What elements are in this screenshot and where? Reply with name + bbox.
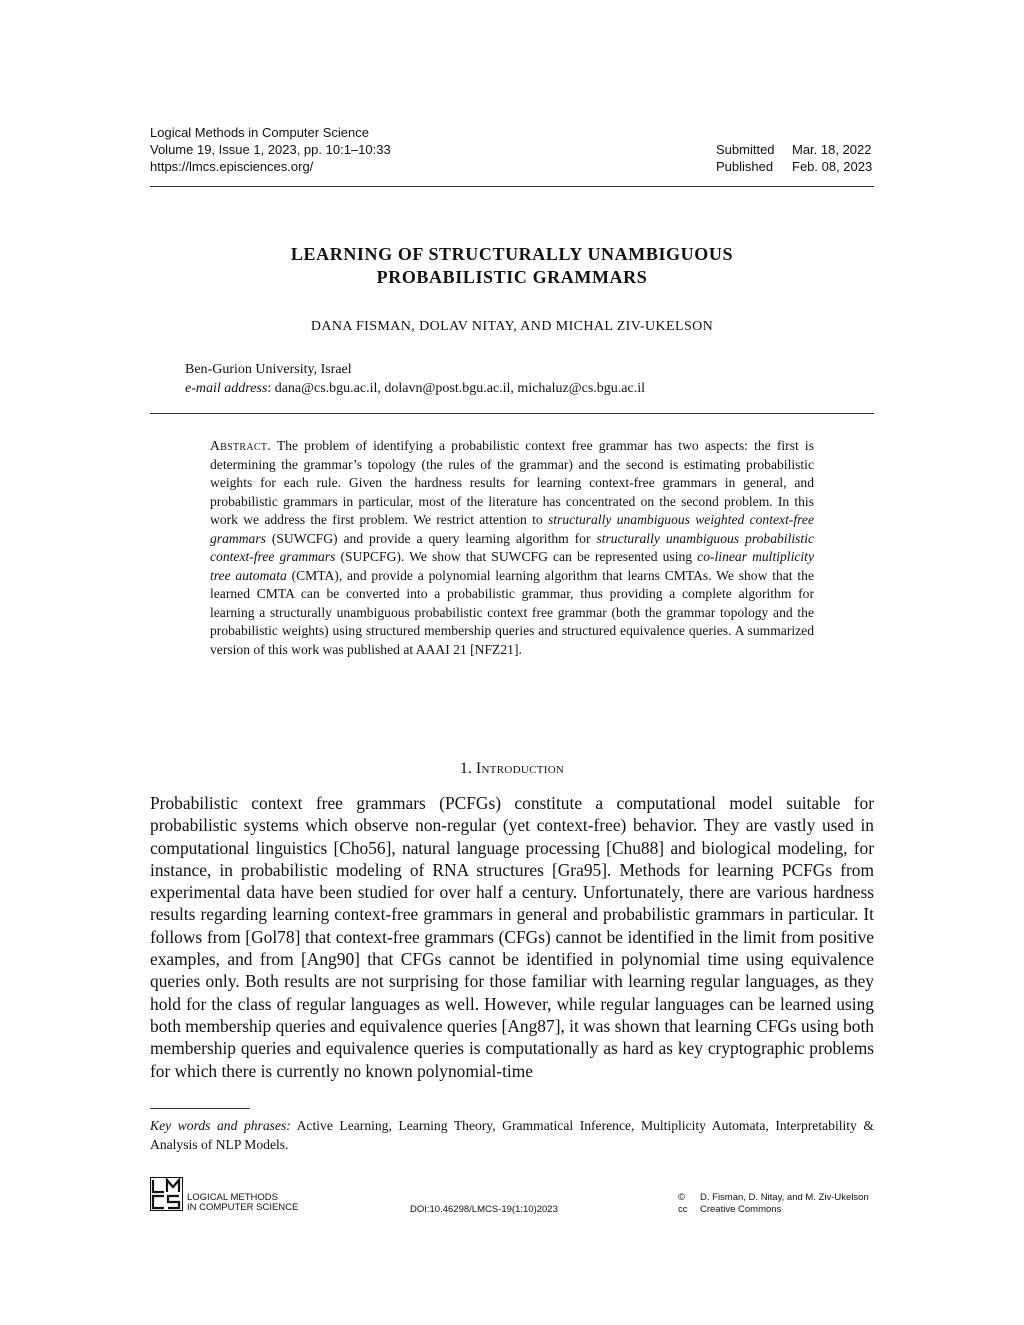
abstract-label: Abstract. xyxy=(210,438,271,453)
email-label: e-mail address xyxy=(185,381,268,396)
logo-text xyxy=(187,1193,298,1213)
abstract-text-1: The problem of identifying a probabilistic context free grammar has two aspects: the first is determining the grammar’s topology (the rules of the grammar) and the second is estimating probabilistic weights for each rule. Given the hardness results for learning context-free grammars in general, and probabilistic grammars in particular, most of the literature has concentrated on the second problem. In this work we address the first problem. We restrict attention to xyxy=(210,438,814,527)
publication-dates xyxy=(716,141,872,175)
footnote xyxy=(150,1116,874,1154)
section-title: Introduction xyxy=(475,760,565,777)
email-addresses: : dana@cs.bgu.ac.il, dolavn@post.bgu.ac.il, michaluz@cs.bgu.ac.il xyxy=(267,381,646,396)
title-divider xyxy=(150,413,874,414)
journal-volume: Volume 19, Issue 1, 2023, pp. 10:1–10:33 xyxy=(150,142,391,157)
lmcs-logo-icon xyxy=(150,1177,183,1211)
abstract-text-2: (SUWCFG) and provide a query learning algorithm for xyxy=(265,530,597,546)
abstract xyxy=(210,437,814,659)
copyright-icon: © xyxy=(678,1192,685,1203)
title-line-2: PROBABILISTIC GRAMMARS xyxy=(376,267,648,287)
logo-line-1: LOGICAL METHODS xyxy=(187,1192,278,1203)
license-text: Creative Commons xyxy=(700,1204,782,1215)
footnote-label: Key words and phrases: xyxy=(150,1118,291,1133)
doi[interactable]: DOI:10.46298/LMCS-19(1:10)2023 xyxy=(410,1204,558,1215)
affiliation-block xyxy=(185,360,645,398)
section-heading xyxy=(150,760,874,778)
copyright-block xyxy=(678,1192,869,1216)
paper-authors: DANA FISMAN, DOLAV NITAY, AND MICHAL ZIV-UKELSON xyxy=(310,319,714,334)
copyright-holders: D. Fisman, D. Nitay, and M. Ziv-Ukelson xyxy=(700,1192,869,1203)
submitted-label: Submitted xyxy=(716,142,775,157)
journal-url[interactable]: https://lmcs.episciences.org/ xyxy=(150,159,314,174)
affiliation: Ben-Gurion University, Israel xyxy=(185,362,352,377)
footnote-rule xyxy=(150,1108,250,1109)
lmcs-logo xyxy=(150,1177,298,1213)
journal-name: Logical Methods in Computer Science xyxy=(150,125,369,140)
paper-title xyxy=(150,243,874,289)
journal-header xyxy=(150,124,391,175)
email-line xyxy=(185,379,645,398)
abstract-emph-3: co-linear multiplicity tree automata xyxy=(210,549,814,583)
creative-commons-icon: cc xyxy=(678,1204,688,1215)
intro-paragraph: Probabilistic context free grammars (PCFGs) constitute a computational model suitable for probabilistic systems which observe non-regular (yet context-free) behavior. They are vastly used in computational linguistics [Cho56], natural language processing [Chu88] and biological modeling, for instance, in probabilistic modeling of RNA structures [Gra95]. Methods for learning PCFGs from experimental data have been studied for over half a century. Unfortunately, there are various hardness results regarding learning context-free grammars in general and probabilistic grammars in particular. It follows from [Gol78] that context-free grammars (CFGs) cannot be identified in the limit from positive examples, and from [Ang90] that CFGs cannot be identified in polynomial time using equivalence queries only. Both results are not surprising for those familiar with learning regular languages, as they hold for the class of regular languages as well. However, while regular languages can be learned using both membership queries and equivalence queries [Ang87], it was shown that learning CFGs using both membership queries and equivalence queries is computationally as hard as key cryptographic problems for which there is currently no known polynomial-time xyxy=(150,793,874,1081)
footnote-text: Active Learning, Learning Theory, Grammatical Inference, Multiplicity Automata, Interpretability & Analysis of NLP Models. xyxy=(150,1118,874,1152)
header-divider xyxy=(150,186,874,187)
section-number: 1. xyxy=(459,760,476,777)
abstract-text-4: (CMTA), and provide a polynomial learning algorithm that learns CMTAs. We show that the learned CMTA can be converted into a probabilistic grammar, thus providing a complete algorithm for learning a structurally unambiguous probabilistic context free grammar (both the grammar topology and the probabilistic weights) using structured membership queries and structured equivalence queries. A summarized version of this work was published at AAAI 21 [NFZ21]. xyxy=(210,567,814,657)
submitted-date: Mar. 18, 2022 xyxy=(792,142,872,157)
abstract-emph-2: structurally unambiguous probabilistic context-free grammars xyxy=(210,530,815,564)
abstract-text-3: (SUPCFG). We show that SUWCFG can be represented using xyxy=(335,549,698,564)
logo-line-2: IN COMPUTER SCIENCE xyxy=(187,1202,299,1213)
published-label: Published xyxy=(716,159,774,174)
published-date: Feb. 08, 2023 xyxy=(792,159,873,174)
title-line-1: LEARNING OF STRUCTURALLY UNAMBIGUOUS xyxy=(290,244,734,264)
abstract-emph-1: structurally unambiguous weighted context-free grammars xyxy=(210,512,815,546)
